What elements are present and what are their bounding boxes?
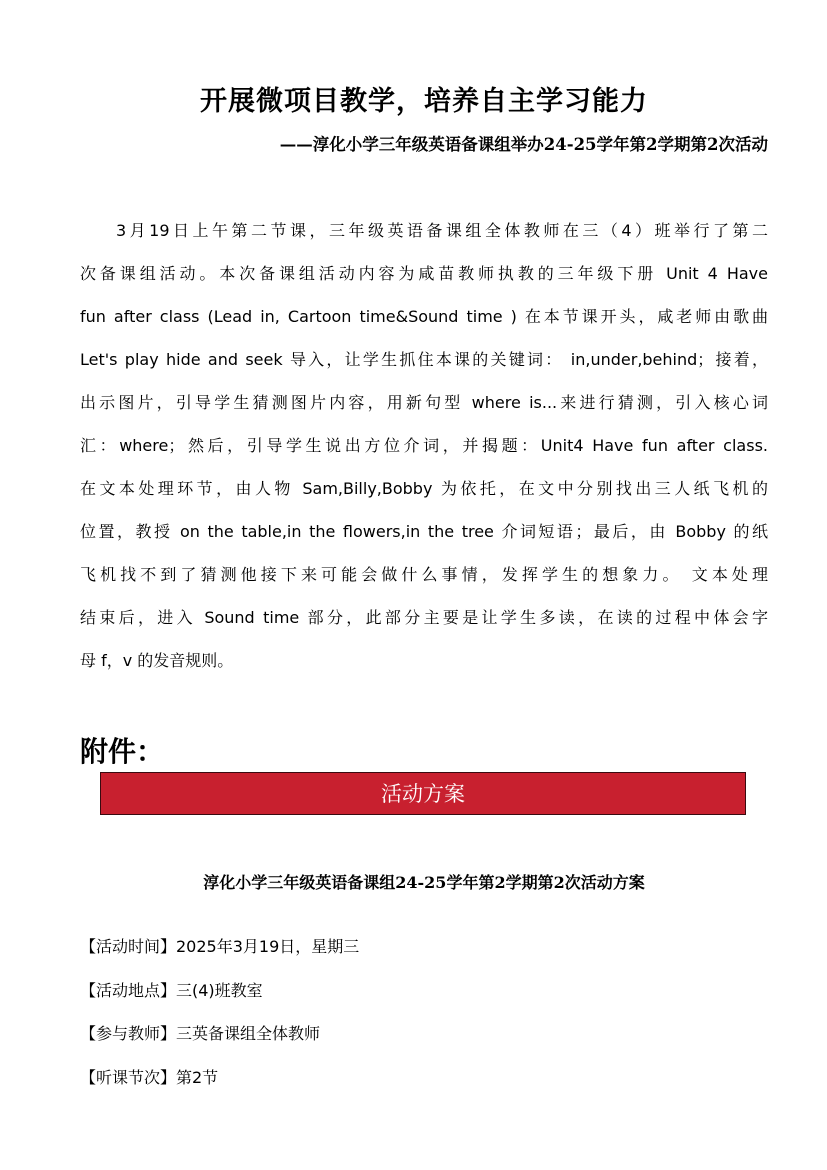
paragraph-line: 结束后，进入 Sound time 部分，此部分主要是让学生多读，在读的过程中体会字: [80, 608, 768, 627]
paragraph-line: 3月19日上午第二节课，三年级英语备课组全体教师在三（4）班举行了第二: [116, 221, 768, 240]
info-item-period: 【听课节次】第2节: [80, 1067, 219, 1087]
info-item-location: 【活动地点】三(4)班教室: [80, 980, 263, 1000]
paragraph-line: 位置，教授 on the table,in the flowers,in the tree 介词短语；最后，由 Bobby 的纸: [80, 522, 768, 541]
paragraph-line: fun after class (Lead in, Cartoon time&Sound time ) 在本节课开头，咸老师由歌曲: [80, 307, 768, 326]
page-title: 开展微项目教学，培养自主学习能力: [200, 86, 648, 117]
paragraph-line: Let's play hide and seek 导入，让学生抓住本课的关键词： in,under,behind；接着，: [80, 350, 768, 369]
plan-info-list: [80, 933, 760, 1107]
paragraph-line: 次备课组活动。本次备课组活动内容为咸苗教师执教的三年级下册 Unit 4 Have: [80, 264, 768, 283]
activity-plan-banner: 活动方案: [100, 772, 746, 815]
paragraph-line: 汇：where；然后，引导学生说出方位介词，并揭题：Unit4 Have fun after class.: [80, 436, 768, 455]
activity-report-paragraph: [80, 209, 768, 682]
info-item-time: 【活动时间】2025年3月19日，星期三: [80, 937, 360, 956]
paragraph-line: 在文本处理环节，由人物 Sam,Billy,Bobby 为依托，在文中分别找出三人纸飞机的: [80, 479, 768, 498]
paragraph-line: 飞机找不到了猜测他接下来可能会做什么事情，发挥学生的想象力。 文本处理: [80, 565, 768, 584]
info-item-teachers: 【参与教师】三英备课组全体教师: [80, 1024, 321, 1043]
plan-title: 淳化小学三年级英语备课组24-25学年第2学期第2次活动方案: [203, 873, 645, 892]
paragraph-line: 出示图片，引导学生猜测图片内容，用新句型 where is...来进行猜测，引入核心词: [80, 393, 768, 412]
attachment-heading: 附件：: [80, 735, 165, 768]
page-subtitle: ——淳化小学三年级英语备课组举办24-25学年第2学期第2次活动: [279, 135, 768, 154]
paragraph-line: 母 f，v 的发音规则。: [80, 651, 234, 670]
